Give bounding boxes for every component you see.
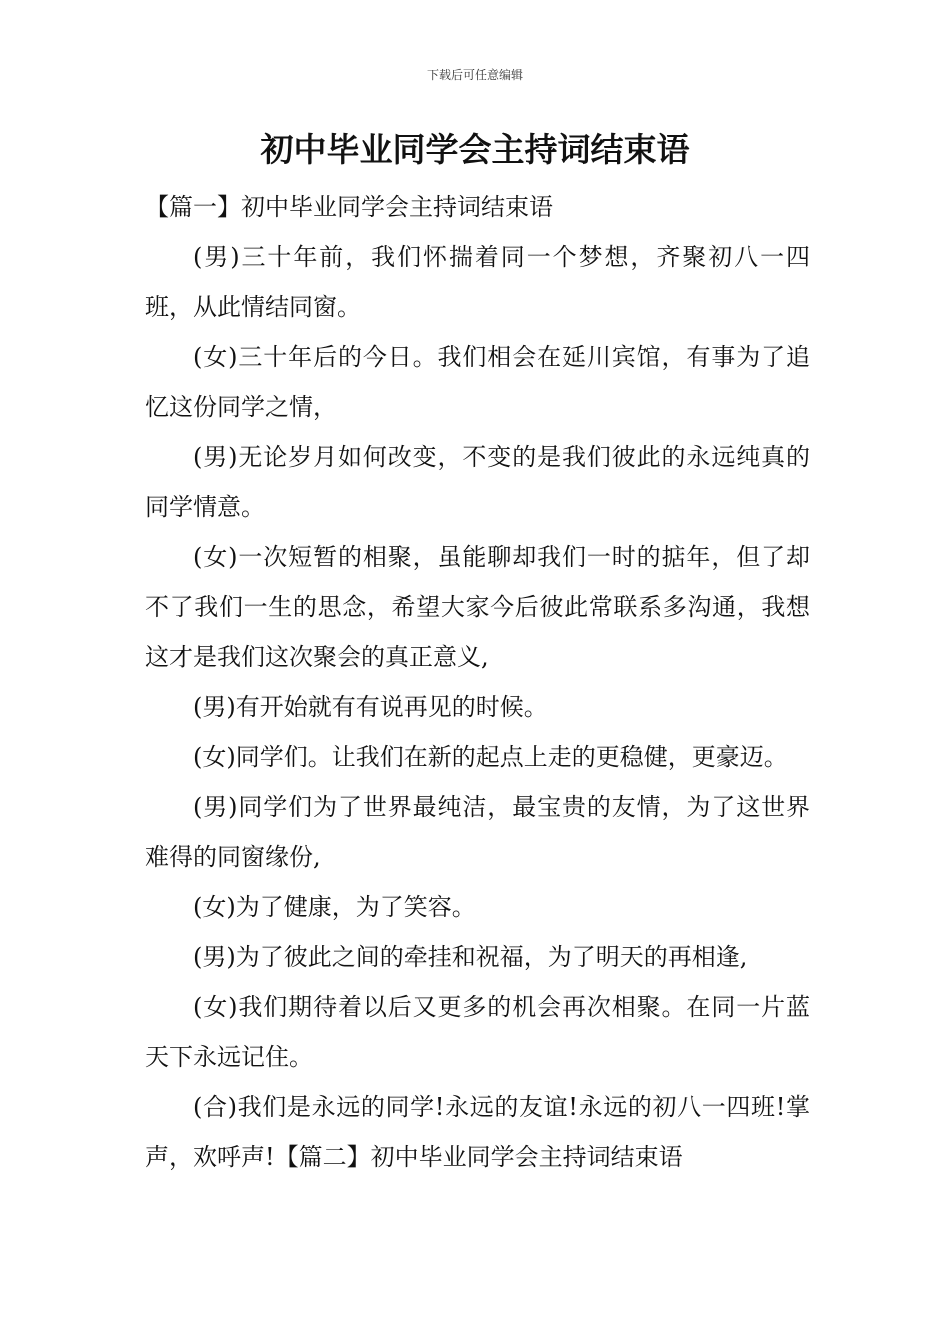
paragraph-4: (女)一次短暂的相聚，虽能聊却我们一时的掂年，但了却不了我们一生的思念，希望大家今后彼此常联系多沟通，我想这才是我们这次聚会的真正意义, <box>145 543 810 671</box>
paragraph-6: (女)同学们。让我们在新的起点上走的更稳健，更豪迈。 <box>193 743 788 771</box>
document-body <box>145 182 810 1182</box>
paragraph-2: (女)三十年后的今日。我们相会在延川宾馆，有事为了追忆这份同学之情， <box>145 343 810 421</box>
paragraph-1: (男)三十年前，我们怀揣着同一个梦想，齐聚初八一四班，从此情结同窗。 <box>145 243 810 321</box>
paragraph-10: (女)我们期待着以后又更多的机会再次相聚。在同一片蓝天下永远记住。 <box>145 993 810 1071</box>
section-heading: 【篇一】初中毕业同学会主持词结束语 <box>145 193 553 221</box>
paragraph-7: (男)同学们为了世界最纯洁，最宝贵的友情，为了这世界难得的同窗缘份, <box>145 793 810 871</box>
document-title: 初中毕业同学会主持词结束语 <box>260 130 690 169</box>
paragraph-8: (女)为了健康，为了笑容。 <box>193 893 476 921</box>
paragraph-9: (男)为了彼此之间的牵挂和祝福，为了明天的再相逢, <box>193 943 748 971</box>
paragraph-5: (男)有开始就有有说再见的时候。 <box>193 693 548 721</box>
header-note: 下载后可任意编辑 <box>426 68 523 82</box>
paragraph-11: (合)我们是永远的同学!永远的友谊!永远的初八一四班!掌声，欢呼声!【篇二】初中毕业同学会主持词结束语 <box>145 1093 810 1171</box>
paragraph-3: (男)无论岁月如何改变，不变的是我们彼此的永远纯真的同学情意。 <box>145 443 810 521</box>
